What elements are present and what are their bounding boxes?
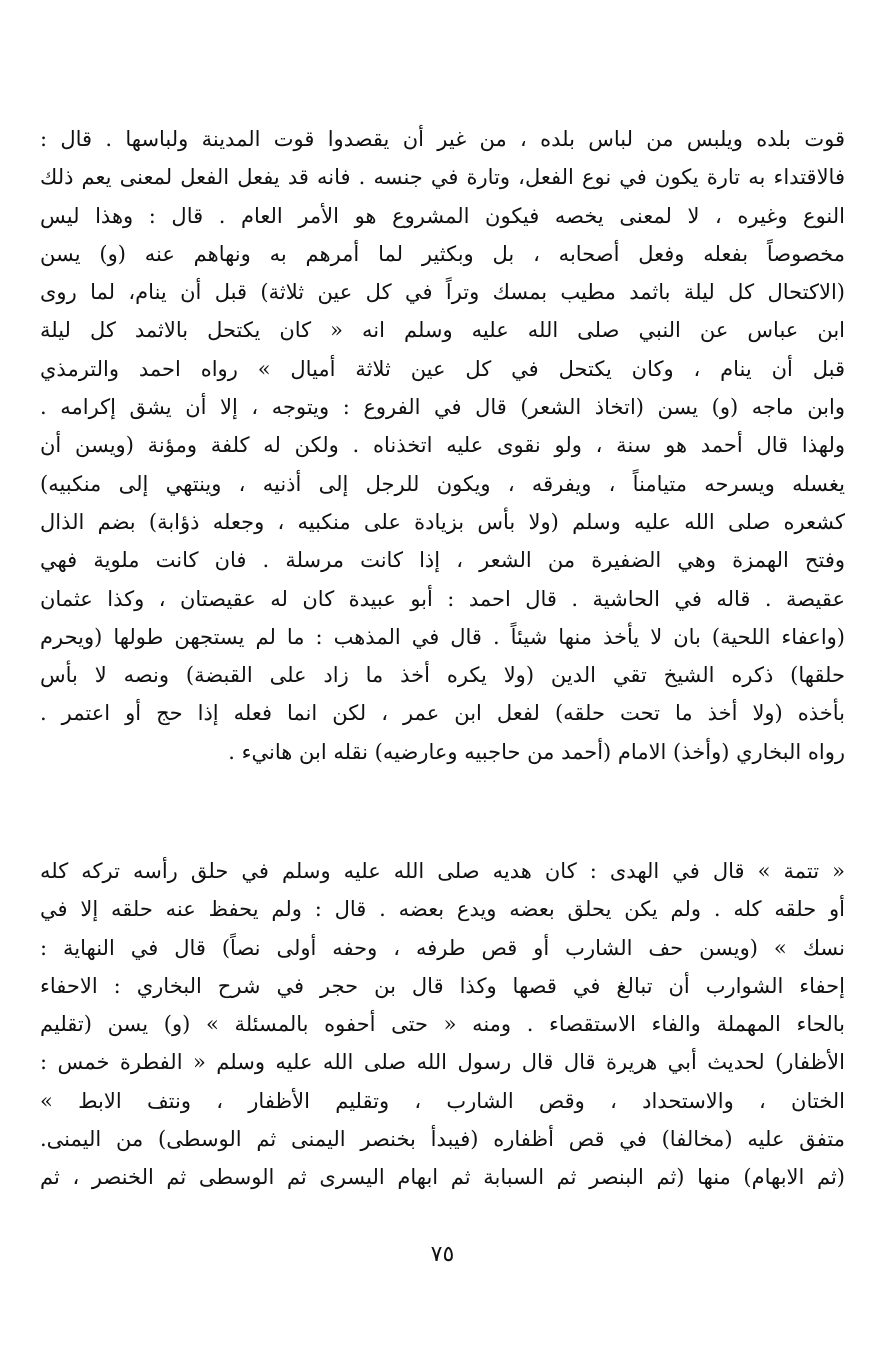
text-line: الأظفار) لحديث أبي هريرة قال قال رسول الله صلى الله عليه وسلم « الفطرة خمس : <box>40 1050 845 1075</box>
text-line: (واعفاء اللحية) بان لا يأخذ منها شيئاً . قال في المذهب : ما لم يستجهن طولها (ويحرم <box>40 624 845 649</box>
text-line: وفتح الهمزة وهي الضفيرة من الشعر ، إذا كانت مرسلة . فان كانت ملوية فهي <box>40 548 845 573</box>
text-line: كشعره صلى الله عليه وسلم (ولا بأس بزيادة على منكبيه ، وجعله ذؤابة) بضم الذال <box>40 509 845 534</box>
paragraph-tatimma <box>40 852 845 1197</box>
text-line: الختان ، والاستحداد ، وقص الشارب ، وتقليم الأظفار ، ونتف الابط » <box>40 1088 845 1113</box>
paragraph-main <box>40 120 845 771</box>
text-line: بأخذه (ولا أخذ ما تحت حلقه) لفعل ابن عمر ، لكن انما فعله إذا حج أو اعتمر . <box>40 701 845 726</box>
text-line: وابن ماجه (و) يسن (اتخاذ الشعر) قال في الفروع : ويتوجه ، إلا أن يشق إكرامه . <box>40 395 845 420</box>
text-line: نسك » (ويسن حف الشارب أو قص طرفه ، وحفه أولى نصاً) قال في النهاية : <box>40 935 845 960</box>
text-line: فالاقتداء به تارة يكون في نوع الفعل، وتارة في جنسه . فانه قد يفعل الفعل لمعنى يعم ذلك <box>40 165 845 190</box>
text-line: بالحاء المهملة والفاء الاستقصاء . ومنه « حتى أحفوه بالمسئلة » (و) يسن (تقليم <box>40 1012 845 1037</box>
text-line: ابن عباس عن النبي صلى الله عليه وسلم انه « كان يكتحل بالاثمد كل ليلة <box>40 318 845 343</box>
page-number: ٧٥ <box>430 1242 455 1267</box>
text-line: قبل أن ينام ، وكان يكتحل في كل عين ثلاثة أميال » رواه احمد والترمذي <box>40 356 845 381</box>
text-line: النوع وغيره ، لا لمعنى يخصه فيكون المشروع هو الأمر العام . قال : وهذا ليس <box>40 203 845 228</box>
text-line: رواه البخاري (وأخذ) الامام (أحمد من حاجبيه وعارضيه) نقله ابن هانيء . <box>228 739 845 764</box>
text-line: مخصوصاً بفعله وفعل أصحابه ، بل وبكثير لما أمرهم به ونهاهم عنه (و) يسن <box>40 241 845 266</box>
text-line: (ثم الابهام) منها (ثم البنصر ثم السبابة ثم ابهام اليسرى ثم الوسطى ثم الخنصر ، ثم <box>40 1165 845 1190</box>
text-line: متفق عليه (مخالفا) في قص أظفاره (فيبدأ بخنصر اليمنى ثم الوسطى) من اليمنى. <box>40 1127 845 1152</box>
text-line: أو حلقه كله . ولم يكن يحلق بعضه ويدع بعضه . قال : ولم يحفظ عنه حلقه إلا في <box>40 897 845 922</box>
text-line: ولهذا قال أحمد هو سنة ، ولو نقوى عليه اتخذناه . ولكن له كلفة ومؤنة (ويسن أن <box>40 433 845 458</box>
text-line: عقيصة . قاله في الحاشية . قال احمد : أبو عبيدة كان له عقيصتان ، وكذا عثمان <box>40 586 845 611</box>
text-line: إحفاء الشوارب أن تبالغ في قصها وكذا قال بن حجر في شرح البخاري : الاحفاء <box>40 973 845 998</box>
text-line: « تتمة » قال في الهدى : كان هديه صلى الله عليه وسلم في حلق رأسه تركه كله <box>40 859 845 883</box>
text-line: حلقها) ذكره الشيخ تقي الدين (ولا يكره أخذ ما زاد على القبضة) ونصه لا بأس <box>40 663 845 688</box>
text-line: قوت بلده ويلبس من لباس بلده ، من غير أن يقصدوا قوت المدينة ولباسها . قال : <box>40 127 845 151</box>
text-line: (الاكتحال كل ليلة باثمد مطيب بمسك وتراً في كل عين ثلاثة) قبل أن ينام، لما روى <box>40 280 845 305</box>
text-line: يغسله ويسرحه متيامناً ، ويفرقه ، ويكون للرجل إلى أذنيه ، وينتهي إلى منكبيه) <box>40 471 845 496</box>
